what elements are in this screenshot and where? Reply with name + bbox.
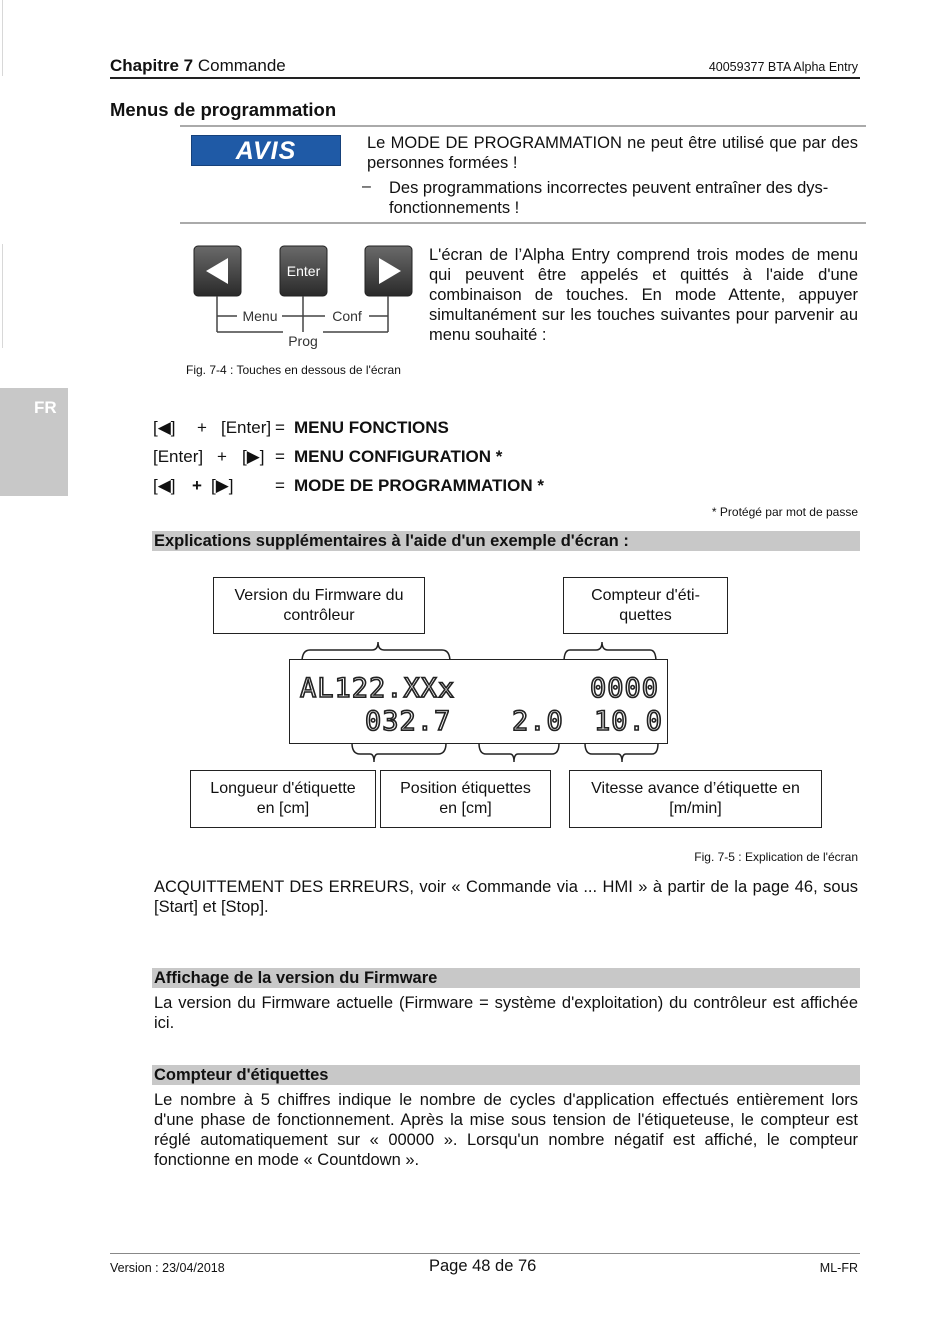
combo-key-a: [◀] (153, 476, 176, 495)
chapter-number: Chapitre 7 (110, 56, 194, 75)
combo-plus: + (192, 476, 202, 495)
lcd-label-length: 032.7 (365, 706, 452, 737)
enter-key (280, 246, 327, 296)
prog-combo-label: Prog (288, 333, 318, 349)
conf-combo-label: Conf (332, 308, 362, 324)
combo-equals: = (275, 418, 285, 437)
lcd-label-position: 2.0 (512, 706, 564, 737)
notice-bottom-rule (180, 222, 866, 224)
lcd-label-speed: 10.0 (594, 706, 664, 737)
language-tab (0, 388, 68, 496)
lcd-display (289, 659, 668, 744)
speed-label: Vitesse avance d’étiquette en [m/min] (591, 780, 800, 817)
page-edge-line (2, 244, 3, 348)
notice-bullet: Des programmations incorrectes peuvent entraîner des dys-fonctionnements ! (389, 179, 829, 217)
combo-result: MENU FONCTIONS (294, 418, 449, 437)
combo-key-b: [▶] (211, 476, 234, 495)
menu-combo-label: Menu (242, 308, 278, 324)
section-title: Menus de programmation (110, 99, 337, 120)
length-label-box (190, 770, 376, 828)
speed-label-box (569, 770, 822, 828)
combo-equals: = (275, 447, 285, 466)
explanation-heading: Explications supplémentaires à l'aide d'un exemple d'écran : (152, 531, 860, 551)
combo-plus: + (217, 447, 227, 466)
counter-label: Compteur d'éti-quettes (591, 586, 700, 624)
ack-paragraph: ACQUITTEMENT DES ERREURS, voir « Commande via ... HMI » à partir de la page 46, sous [Start] et [Stop]. (154, 878, 858, 916)
enter-key-label: Enter (286, 263, 321, 279)
page-edge-line (2, 0, 3, 76)
notice-dash: – (362, 178, 371, 195)
combo-equals: = (275, 476, 285, 495)
position-label: Position étiquettes en [cm] (400, 780, 531, 817)
lcd-firmware-version: AL122.XXx (300, 673, 456, 704)
firmware-label-box (213, 577, 425, 634)
firmware-section-heading: Affichage de la version du Firmware (152, 968, 860, 988)
password-note: * Protégé par mot de passe (711, 505, 858, 519)
notice-badge: AVIS (191, 135, 341, 166)
combo-key-b: [Enter] (221, 418, 272, 437)
screen-figure-caption: Fig. 7-5 : Explication de l'écran (694, 850, 858, 864)
footer-page-number: Page 48 de 76 (429, 1257, 537, 1275)
chapter-heading (110, 56, 286, 76)
keys-diagram (191, 244, 416, 352)
intro-paragraph: L'écran de l’Alpha Entry comprend trois modes de menu qui peuvent être appelés et quittés à l'aide d'une combinaison de touches. En mode Attente, appuyer simultanément sur les touches suivantes pour parvenir au menu souhaité : (429, 246, 858, 344)
footer-rule (110, 1253, 860, 1254)
document-id: 40059377 BTA Alpha Entry (708, 60, 858, 74)
combo-result: MODE DE PROGRAMMATION * (294, 476, 544, 495)
counter-section-heading: Compteur d'étiquettes (152, 1065, 860, 1085)
keys-figure-caption: Fig. 7-4 : Touches en dessous de l'écran (186, 363, 401, 377)
notice-top-rule (180, 125, 866, 127)
footer-version: Version : 23/04/2018 (110, 1261, 225, 1275)
chapter-title: Commande (193, 56, 286, 75)
footer-language-code: ML-FR (819, 1261, 858, 1275)
header-rule (110, 77, 860, 79)
combo-result: MENU CONFIGURATION * (294, 447, 503, 466)
left-key (194, 246, 241, 296)
combo-plus: + (197, 418, 207, 437)
notice-text: Le MODE DE PROGRAMMATION ne peut être utilisé que par des personnes formées ! (367, 134, 858, 172)
length-label: Longueur d'étiquette en [cm] (210, 780, 356, 817)
counter-section-text: Le nombre à 5 chiffres indique le nombre de cycles d'application effectués entièrement lors d'une phase de fonctionnement. Après la mise sous tension de l'étiqueteuse, le compteur est réglé automatiquement sur « 00000 ». Lorsqu'un nombre négatif est affiché, le compteur fonctionne en mode « Countdown ». (154, 1091, 858, 1169)
combo-key-a: [Enter] (153, 447, 204, 466)
combo-key-b: [▶] (242, 447, 265, 466)
combo-key-a: [◀] (153, 418, 176, 437)
language-tab-label: FR (34, 398, 57, 417)
lcd-label-counter: 0000 (590, 673, 660, 704)
firmware-label: Version du Firmware du contrôleur (234, 586, 404, 624)
counter-label-box (563, 577, 728, 634)
firmware-section-text: La version du Firmware actuelle (Firmware = système d'exploitation) du contrôleur est affichée ici. (154, 994, 858, 1032)
position-label-box (380, 770, 551, 828)
right-key (365, 246, 412, 296)
keys-figure (191, 244, 416, 352)
